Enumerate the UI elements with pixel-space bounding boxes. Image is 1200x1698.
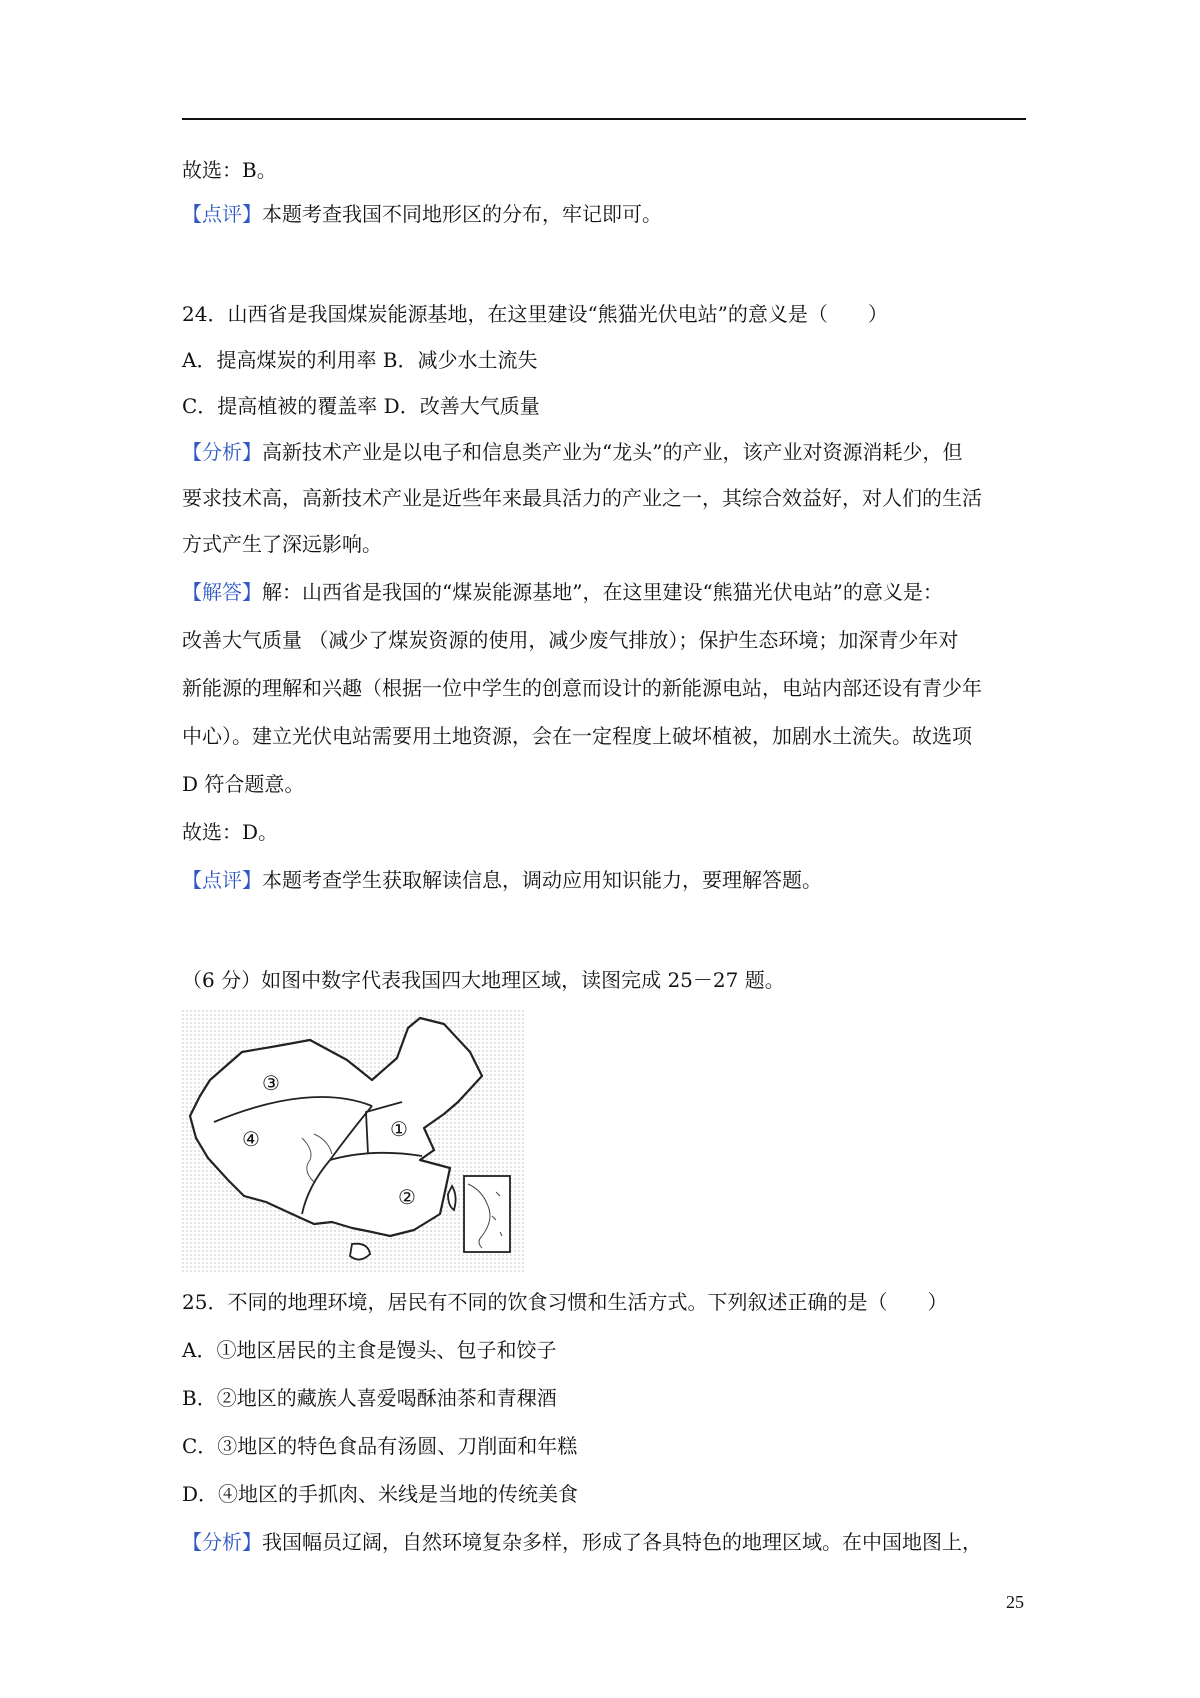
q25-option-a: A．①地区居民的主食是馒头、包子和饺子 [182,1338,557,1362]
q25-option-d: D．④地区的手抓肉、米线是当地的传统美食 [182,1482,579,1506]
q25-option-c: C．③地区的特色食品有汤圆、刀削面和年糕 [182,1434,578,1458]
analysis-text: 我国幅员辽阔，自然环境复杂多样，形成了各具特色的地理区域。在中国地图上， [262,1530,982,1554]
south-china-sea-inset [464,1176,510,1252]
q24-solution-l5: D 符合题意。 [182,772,305,796]
region-label-4: ④ [242,1127,260,1151]
solution-tag: 【解答】 [182,580,262,604]
q24-analysis-l1 [182,438,962,466]
page-number: 25 [1006,1592,1024,1612]
q23-answer: 故选：B。 [182,158,277,182]
q25-option-b: B．②地区的藏族人喜爱喝酥油茶和青稞酒 [182,1386,557,1410]
q24-solution-l4: 中心）。建立光伏电站需要用土地资源，会在一定程度上破坏植被，加剧水土流失。故选项 [182,724,972,748]
region-label-3: ③ [262,1071,280,1095]
q24-solution-l3: 新能源的理解和兴趣（根据一位中学生的创意而设计的新能源电站，电站内部还设有青少年 [182,676,982,700]
q24-solution-l2: 改善大气质量 （减少了煤炭资源的使用，减少废气排放）；保护生态环境；加深青少年对 [182,628,959,652]
q23-comment [182,200,662,228]
q24-analysis-l2: 要求技术高，高新技术产业是近些年来最具活力的产业之一，其综合效益好，对人们的生活 [182,486,982,510]
q24-analysis-l3: 方式产生了深远影响。 [182,532,382,556]
comment-text: 本题考查我国不同地形区的分布，牢记即可。 [262,202,662,226]
q24-question: 24．山西省是我国煤炭能源基地，在这里建设“熊猫光伏电站”的意义是（ ） [182,302,888,326]
comment-tag: 【点评】 [182,202,262,226]
comment-tag: 【点评】 [182,868,262,892]
analysis-tag: 【分析】 [182,1530,262,1554]
q24-answer: 故选：D。 [182,820,279,844]
solution-text: 解：山西省是我国的“煤炭能源基地”，在这里建设“熊猫光伏电站”的意义是： [262,580,943,604]
q25-question: 25．不同的地理环境，居民有不同的饮食习惯和生活方式。下列叙述正确的是（ ） [182,1290,948,1314]
china-regions-map [182,1010,526,1274]
q25-analysis-l1 [182,1528,982,1556]
region-label-1: ① [390,1117,408,1141]
group-intro: （6 分）如图中数字代表我国四大地理区域，读图完成 25－27 题。 [182,968,785,992]
q24-solution-l1 [182,578,943,606]
q24-options-cd: C．提高植被的覆盖率 D．改善大气质量 [182,394,540,418]
q24-comment [182,866,822,894]
comment-text: 本题考查学生获取解读信息，调动应用知识能力，要理解答题。 [262,868,822,892]
region-label-2: ② [398,1185,416,1209]
q24-options-ab: A．提高煤炭的利用率 B．减少水土流失 [182,348,538,372]
analysis-text: 高新技术产业是以电子和信息类产业为“龙头”的产业，该产业对资源消耗少，但 [262,440,963,464]
analysis-tag: 【分析】 [182,440,262,464]
header-rule [182,118,1026,120]
